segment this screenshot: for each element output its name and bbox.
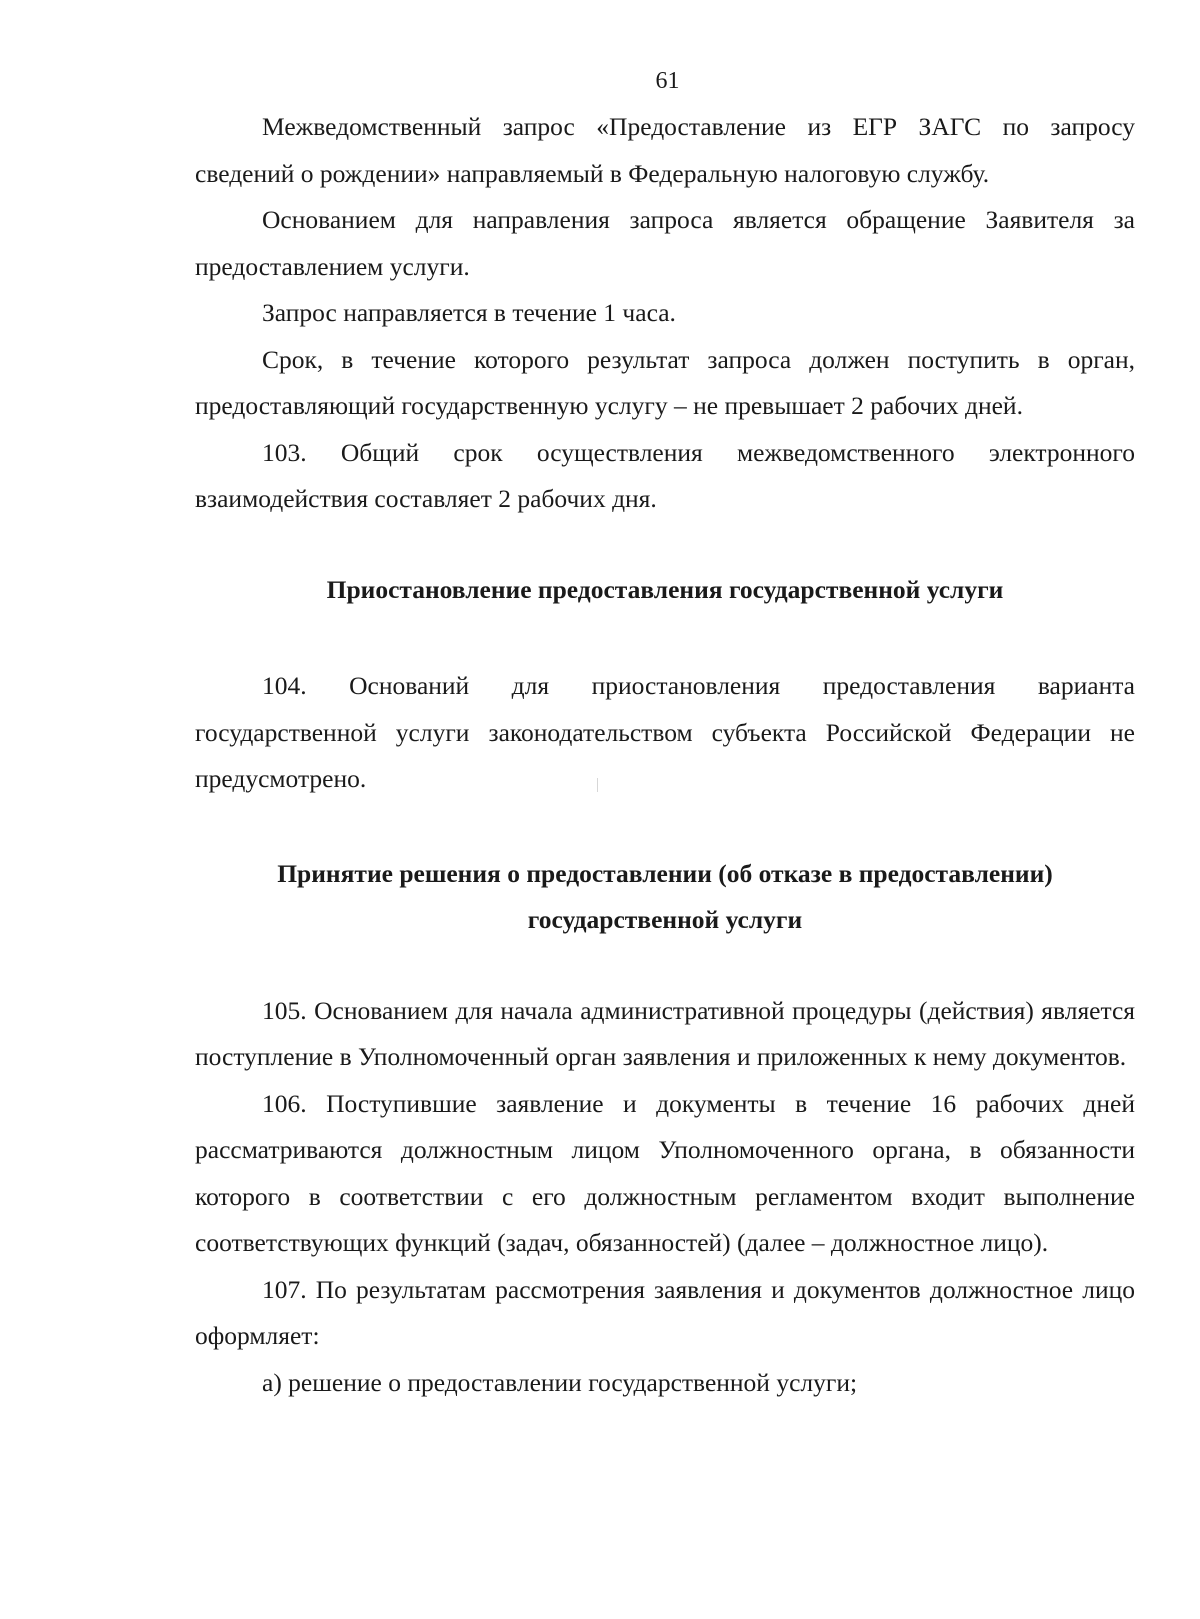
- paragraph-request-timing: Запрос направляется в течение 1 часа.: [262, 298, 676, 327]
- paragraph-interagency-request: Межведомственный запрос «Предоставление из ЕГР ЗАГС по запросу сведений о рождении» направляемый в Федеральную налоговую службу.: [195, 112, 1135, 188]
- heading-suspension: Приостановление предоставления государственной услуги: [326, 574, 1004, 604]
- paragraph-request-basis: Основанием для направления запроса является обращение Заявителя за предоставлением услуги.: [195, 205, 1135, 281]
- paragraph-105: 105. Основанием для начала административной процедуры (действия) является поступление в Уполномоченный орган заявления и приложенных к нему документов.: [195, 995, 1135, 1071]
- paragraph-107: 107. По результатам рассмотрения заявления и документов должностное лицо оформляет:: [195, 1274, 1135, 1350]
- spacer: [195, 803, 1135, 851]
- paragraph-106: 106. Поступившие заявление и документы в течение 16 рабочих дней рассматриваются должностным лицом Уполномоченного органа, в обязанности которого в соответствии с его должностным регламентом входит выполнение соответствующих функций (задач, обязанностей) (далее – должностное лицо).: [195, 1088, 1135, 1257]
- scan-mark: [597, 778, 598, 792]
- paragraph-104: 104. Оснований для приостановления предоставления варианта государственной услуги законодательством субъекта Российской Федерации не предусмотрено.: [195, 671, 1135, 793]
- spacer: [195, 613, 1135, 663]
- paragraph-107-item-a: а) решение о предоставлении государственной услуги;: [262, 1367, 858, 1397]
- heading-decision-line-2: государственной услуги: [527, 905, 803, 934]
- spacer: [195, 944, 1135, 988]
- heading-decision: [195, 851, 1135, 944]
- heading-decision-line-1: Принятие решения о предоставлении (об отказе в предоставлении): [277, 858, 1053, 888]
- page-number: 61: [655, 68, 680, 94]
- document-body: [195, 104, 1135, 1406]
- paragraph-103: 103. Общий срок осуществления межведомственного электронного взаимодействия составляет 2 рабочих дня.: [195, 437, 1135, 513]
- paragraph-response-deadline: Срок, в течение которого результат запроса должен поступить в орган, предоставляющий государственную услугу – не превышает 2 рабочих дней.: [195, 344, 1135, 420]
- spacer: [195, 523, 1135, 567]
